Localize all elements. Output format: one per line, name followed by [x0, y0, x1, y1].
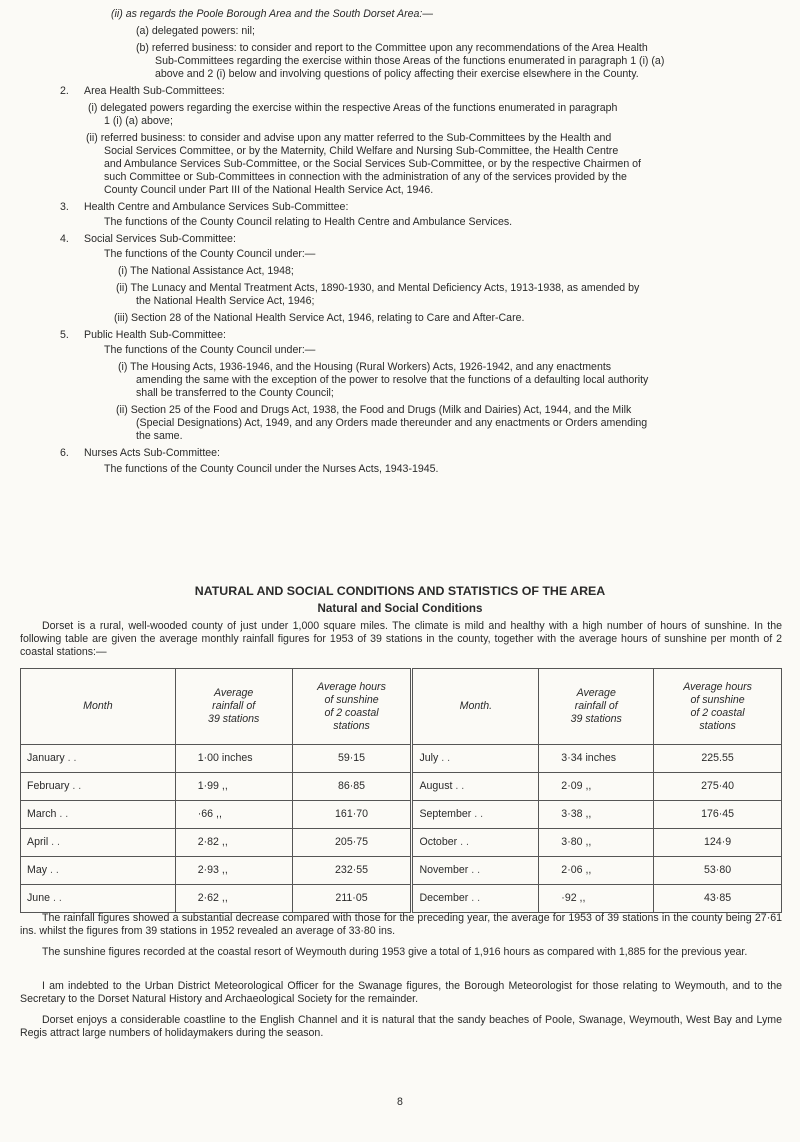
paragraph-sunshine: The sunshine figures recorded at the coastal resort of Weymouth during 1953 give a total of 1,916 hours as compared with 1,885 for the previous year. — [42, 946, 748, 958]
section-5-i-line-2: amending the same with the exception of the power to resolve that the functions of a defaulting local authority — [136, 374, 649, 386]
section-6-title: Nurses Acts Sub-Committee: — [84, 447, 220, 459]
section-3-body: The functions of the County Council relating to Health Centre and Ambulance Services. — [104, 216, 513, 228]
item-b-line-2: Sub-Committees regarding the exercise within those Areas of the functions enumerated in paragraph 1 (i) (a) — [155, 55, 665, 67]
header-rainfall-left: Average rainfall of 39 stations — [175, 669, 292, 745]
section-5-i-line-1: (i) The Housing Acts, 1936-1946, and the Housing (Rural Workers) Acts, 1926-1942, and any enactments — [118, 361, 612, 373]
page-number: 8 — [397, 1096, 403, 1108]
section-subheading: Natural and Social Conditions — [317, 602, 483, 615]
header-month-right: Month. — [412, 669, 539, 745]
section-2-number: 2. — [60, 85, 69, 97]
section-2-ii-line-1: (ii) referred business: to consider and advise upon any matter referred to the Sub-Committees by the Health and — [86, 132, 612, 144]
section-5-ii-line-1: (ii) Section 25 of the Food and Drugs Act, 1938, the Food and Drugs (Milk and Dairies) Act, 1944, and the Milk — [116, 404, 632, 416]
table-row: February . . 1·99 ,, 86·85 August . . 2·09 ,, 275·40 — [21, 773, 782, 801]
rainfall-sunshine-table — [20, 668, 782, 913]
header-sunshine-right: Average hours of sunshine of 2 coastal stations — [654, 669, 782, 745]
section-5-ii-line-3: the same. — [136, 430, 183, 442]
section-4-ii-line-1: (ii) The Lunacy and Mental Treatment Acts, 1890-1930, and Mental Deficiency Acts, 1913-1938, as amended by — [116, 282, 640, 294]
section-5-i-line-3: shall be transferred to the County Council; — [136, 387, 334, 399]
section-3-title: Health Centre and Ambulance Services Sub-Committee: — [84, 201, 349, 213]
section-2-ii-line-5: County Council under Part III of the National Health Service Act, 1946. — [104, 184, 434, 196]
paragraph-acknowledgement: I am indebted to the Urban District Meteorological Officer for the Swanage figures, the Borough Meteorologist for those relating to Weymouth, and to the Secretary to the Dorset Natural History and Archaeological Society for the remainder. — [20, 980, 782, 1005]
section-2-ii-line-2: Social Services Committee, or by the Maternity, Child Welfare and Nursing Sub-Committee, the Health Centre — [104, 145, 619, 157]
table-row: April . . 2·82 ,, 205·75 October . . 3·80 ,, 124·9 — [21, 829, 782, 857]
section-5-ii-line-2: (Special Designations) Act, 1949, and any Orders made thereunder and any enactments or Orders amending — [136, 417, 648, 429]
paragraph-intro: Dorset is a rural, well-wooded county of just under 1,000 square miles. The climate is mild and healthy with a high number of hours of sunshine. In the following table are given the average monthly rainfall figures for 1953 of 39 stations in the county, together with the average hours of sunshine per month of 2 coastal stations:— — [20, 620, 782, 658]
item-b-line-3: above and 2 (i) below and involving questions of policy affecting their exercise elsewhere in the County. — [155, 68, 639, 80]
table-row: May . . 2·93 ,, 232·55 November . . 2·06 ,, 53·80 — [21, 857, 782, 885]
intro-line: (ii) as regards the Poole Borough Area and the South Dorset Area:— — [111, 8, 433, 20]
table-row: January . . 1·00 inches 59·15 July . . 3·34 inches 225.55 — [21, 745, 782, 773]
section-6-number: 6. — [60, 447, 69, 459]
table-row: June . . 2·62 ,, 211·05 December . . ·92 ,, 43·85 — [21, 885, 782, 913]
section-2-ii-line-3: and Ambulance Services Sub-Committee, or the Social Services Sub-Committee, or by the respective Chairmen of — [104, 158, 641, 170]
section-heading: NATURAL AND SOCIAL CONDITIONS AND STATISTICS OF THE AREA — [194, 584, 606, 598]
header-sunshine-left: Average hours of sunshine of 2 coastal stations — [292, 669, 412, 745]
section-5-number: 5. — [60, 329, 69, 341]
item-b-line-1: (b) referred business: to consider and report to the Committee upon any recommendations of the Area Health — [136, 42, 648, 54]
item-a: (a) delegated powers: nil; — [136, 25, 255, 37]
section-4-ii-line-2: the National Health Service Act, 1946; — [136, 295, 315, 307]
section-5-body: The functions of the County Council under:— — [104, 344, 316, 356]
section-4-body: The functions of the County Council under:— — [104, 248, 316, 260]
section-3-number: 3. — [60, 201, 69, 213]
section-6-body: The functions of the County Council under the Nurses Acts, 1943-1945. — [104, 463, 439, 475]
section-4-number: 4. — [60, 233, 69, 245]
section-5-title: Public Health Sub-Committee: — [84, 329, 226, 341]
section-2-ii-line-4: such Committee or Sub-Committees in connection with the administration of any of the services provided by the — [104, 171, 627, 183]
section-4-i: (i) The National Assistance Act, 1948; — [118, 265, 294, 277]
table-header-row — [21, 669, 782, 745]
section-2-i-line-2: 1 (i) (a) above; — [104, 115, 173, 127]
section-2-title: Area Health Sub-Committees: — [84, 85, 225, 97]
header-rainfall-right: Average rainfall of 39 stations — [539, 669, 654, 745]
paragraph-coastline: Dorset enjoys a considerable coastline to the English Channel and it is natural that the sandy beaches of Poole, Swanage, Weymouth, West Bay and Lyme Regis attract large numbers of holidaymakers during the season. — [20, 1014, 782, 1039]
section-4-title: Social Services Sub-Committee: — [84, 233, 236, 245]
header-month-left: Month — [21, 669, 176, 745]
paragraph-rainfall: The rainfall figures showed a substantial decrease compared with those for the preceding year, the average for 1953 of 39 stations in the county being 27·61 ins. whilst the figures from 39 stations in 1952 revealed an average of 33·80 ins. — [20, 912, 782, 937]
section-2-i-line-1: (i) delegated powers regarding the exercise within the respective Areas of the functions enumerated in paragraph — [88, 102, 618, 114]
section-4-iii: (iii) Section 28 of the National Health Service Act, 1946, relating to Care and After-Care. — [114, 312, 525, 324]
table-row: March . . ·66 ,, 161·70 September . . 3·38 ,, 176·45 — [21, 801, 782, 829]
